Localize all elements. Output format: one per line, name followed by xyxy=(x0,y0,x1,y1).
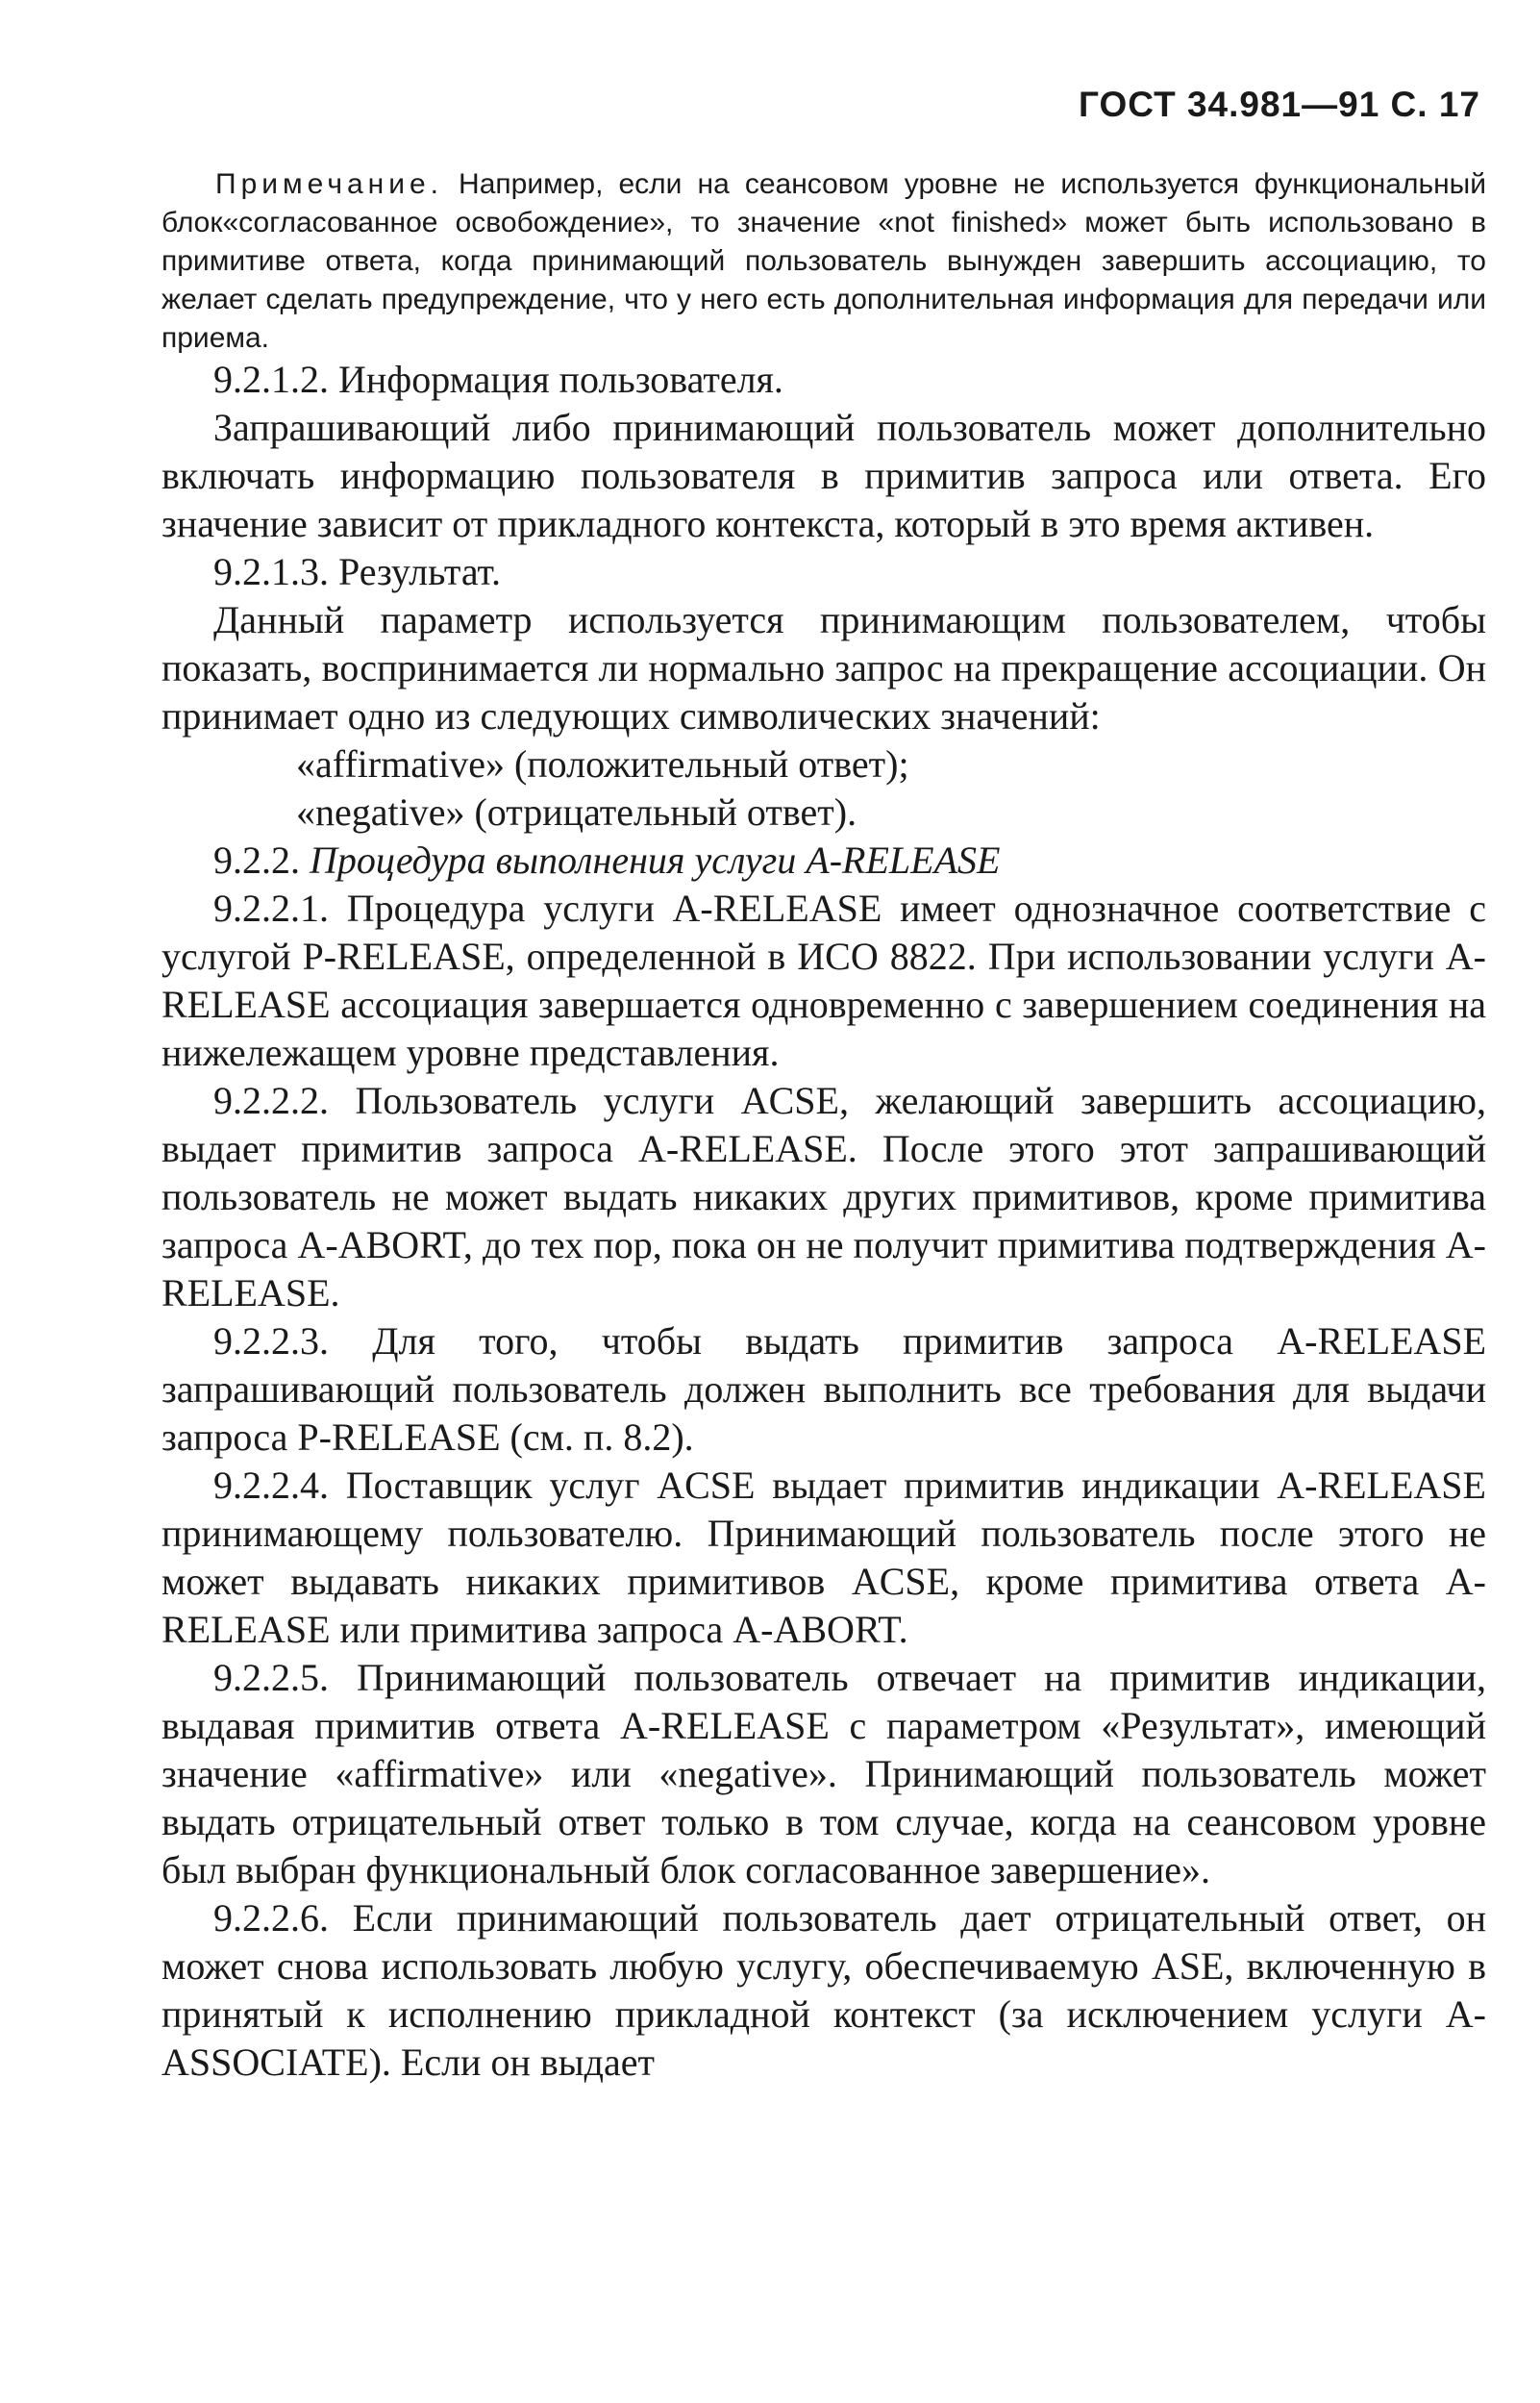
note-label: Примечание. xyxy=(215,168,443,200)
section-number-9-2-2: 9.2.2. xyxy=(213,839,310,882)
paragraph-9-2-2-5: 9.2.2.5. Принимающий пользователь отвечает на примитив индикации, выдавая примитив ответа A-RELEASE с параметром «Результат», имеющий значение «affirmative» или «negative». Принимающий пользователь может выдать отрицательный ответ только в том случае, когда на сеансовом уровне был выбран функциональный блок согласованное завершение». xyxy=(161,1656,1486,1891)
paragraph-9-2-2-3: 9.2.2.3. Для того, чтобы выдать примитив запроса A-RELEASE запрашивающий пользователь должен выполнить все требования для выдачи запроса P-RELEASE (см. п. 8.2). xyxy=(161,1319,1486,1459)
note-block xyxy=(161,165,1486,358)
paragraph-9-2-2-6: 9.2.2.6. Если принимающий пользователь дает отрицательный ответ, он может снова использовать любую услугу, обеспечиваемую ASE, включенную в принятый к исполнению прикладной контекст (за исключением услуги A-ASSOCIATE). Если он выдает xyxy=(161,1896,1486,2084)
paragraph-9-2-1-3: Данный параметр используется принимающим пользователем, чтобы показать, воспринимается ли нормально запрос на прекращение ассоциации. Он принимает одно из следующих символических значений: xyxy=(161,598,1486,738)
value-affirmative: «affirmative» (положительный ответ); xyxy=(296,742,909,786)
note-text: Например, если на сеансовом уровне не используется функциональный блок«согласованное освобождение», то значение «not finished» может быть использовано в примитиве ответа, когда принимающий пользователь вынужден завершить ассоциацию, то желает сделать предупреждение, что у него есть дополнительная информация для передачи или приема. xyxy=(161,168,1486,354)
paragraph-9-2-2-1: 9.2.2.1. Процедура услуги A-RELEASE имеет однозначное соответствие с услугой P-RELEASE, определенной в ИСО 8822. При использовании услуги A-RELEASE ассоциация завершается одновременно с завершением соединения на нижележащем уровне представления. xyxy=(161,887,1486,1074)
value-negative: «negative» (отрицательный ответ). xyxy=(296,790,857,834)
note-paragraph xyxy=(161,165,1486,358)
section-title-9-2-2: Процедура выполнения услуги A-RELEASE xyxy=(310,839,1001,882)
main-text xyxy=(161,356,1486,2087)
paragraph-9-2-2-2: 9.2.2.2. Пользователь услуги ACSE, желающий завершить ассоциацию, выдает примитив запроса A-RELEASE. После этого этот запрашивающий пользователь не может выдать никаких других примитивов, кроме примитива запроса A-ABORT, до тех пор, пока он не получит примитива подтверждения A-RELEASE. xyxy=(161,1079,1486,1314)
section-heading-9-2-2 xyxy=(161,837,1486,885)
section-heading-9-2-1-3: 9.2.1.3. Результат. xyxy=(213,550,502,593)
paragraph-9-2-2-4: 9.2.2.4. Поставщик услуг ACSE выдает примитив индикации A-RELEASE принимающему пользователю. Принимающий пользователь после этого не может выдавать никаких примитивов ACSE, кроме примитива ответа A-RELEASE или примитива запроса A-ABORT. xyxy=(161,1464,1486,1651)
section-heading-9-2-1-2: 9.2.1.2. Информация пользователя. xyxy=(213,358,783,401)
running-header: ГОСТ 34.981—91 С. 17 xyxy=(1079,85,1480,124)
paragraph-9-2-1-2: Запрашивающий либо принимающий пользователь может дополнительно включать информацию пользователя в примитив запроса или ответа. Его значение зависит от прикладного контекста, который в это время активен. xyxy=(161,406,1486,545)
